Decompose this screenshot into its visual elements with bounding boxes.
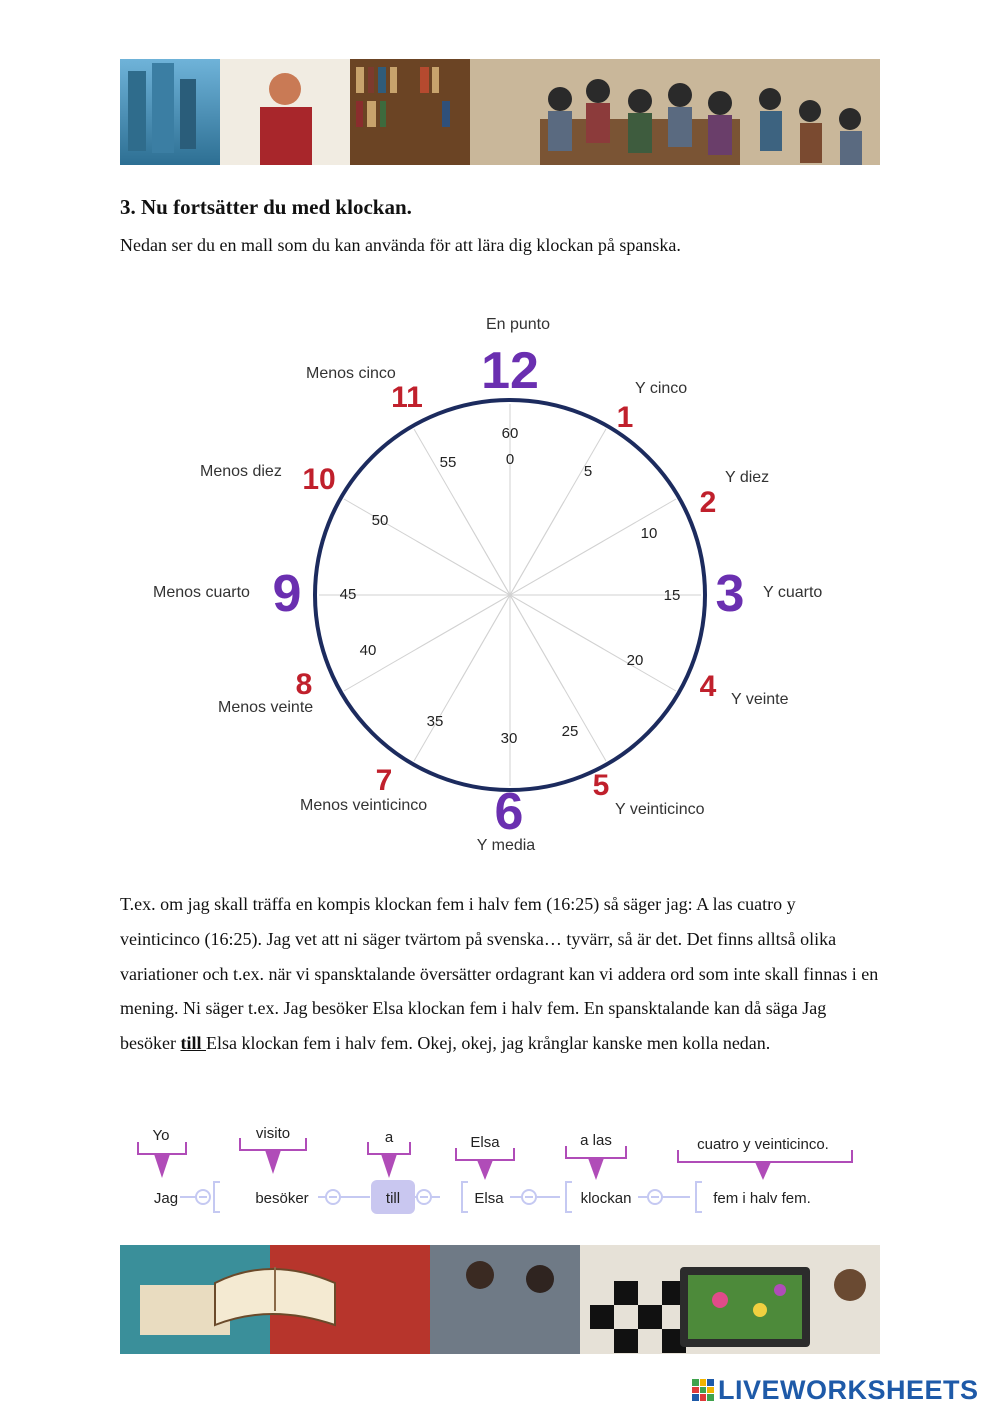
hour-7: 7 [375, 764, 393, 797]
label-y-veinticinco: Y veinticinco [615, 801, 705, 818]
label-menos-cinco: Menos cinco [306, 365, 396, 382]
sentence-translation-diagram [130, 1120, 870, 1230]
hour-11: 11 [391, 381, 423, 414]
spanish-word-5: a las [580, 1132, 612, 1149]
minute-60: 60 [501, 425, 519, 442]
label-y-cuarto: Y cuarto [763, 584, 823, 601]
explanation-text-2: Elsa klockan fem i halv fem. Okej, okej, jag krånglar kanske men kolla nedan. [205, 1033, 771, 1054]
intro-text: Nedan ser du en mall som du kan använda för att lära dig klockan på spanska. [120, 235, 681, 255]
hour-2: 2 [699, 486, 717, 519]
hour-12: 12 [481, 342, 539, 400]
minute-30: 30 [500, 730, 518, 747]
hour-4: 4 [699, 670, 717, 703]
label-y-diez: Y diez [725, 469, 770, 486]
swedish-word-4: Elsa [474, 1190, 504, 1207]
minute-40: 40 [359, 642, 377, 659]
emphasis-till: till [180, 1033, 206, 1054]
label-y-veinte: Y veinte [731, 691, 789, 708]
swedish-word-3: till [385, 1190, 401, 1207]
hour-8: 8 [295, 668, 313, 701]
swedish-word-2: besöker [255, 1190, 309, 1207]
section-heading: 3. Nu fortsätter du med klockan. [120, 195, 412, 219]
minute-25: 25 [561, 723, 579, 740]
top-banner-illustration [120, 59, 880, 165]
hour-10: 10 [302, 463, 336, 496]
spanish-word-3: a [384, 1129, 394, 1146]
minute-50: 50 [371, 512, 389, 529]
label-y-cinco: Y cinco [635, 380, 688, 397]
liveworksheets-logo-text: LIVEWORKSHEETS [718, 1374, 979, 1405]
liveworksheets-logo-icon [692, 1379, 714, 1401]
minute-15: 15 [663, 587, 681, 604]
minute-10: 10 [640, 525, 658, 542]
spanish-word-1: Yo [152, 1127, 170, 1144]
hour-1: 1 [616, 401, 634, 434]
swedish-word-1: Jag [153, 1190, 179, 1207]
swedish-word-6: fem i halv fem. [713, 1190, 811, 1207]
spanish-word-6: cuatro y veinticinco. [697, 1136, 829, 1153]
hour-3: 3 [715, 565, 745, 623]
hour-5: 5 [592, 769, 610, 802]
label-menos-cuarto: Menos cuarto [153, 584, 250, 601]
label-menos-diez: Menos diez [200, 463, 282, 480]
hour-6: 6 [494, 783, 524, 841]
swedish-word-5: klockan [580, 1190, 632, 1207]
minute-0: 0 [505, 451, 515, 468]
label-menos-veinticinco: Menos veinticinco [300, 797, 428, 814]
spanish-clock-diagram [140, 300, 860, 870]
explanation-paragraph [120, 887, 880, 1061]
bottom-banner-illustration [120, 1245, 880, 1354]
minute-45: 45 [339, 586, 357, 603]
label-menos-veinte: Menos veinte [218, 699, 314, 716]
spanish-word-4: Elsa [470, 1134, 500, 1151]
hour-9: 9 [272, 565, 302, 623]
liveworksheets-logo [692, 1374, 979, 1406]
minute-20: 20 [626, 652, 644, 669]
label-en-punto: En punto [485, 316, 551, 333]
spanish-word-2: visito [255, 1125, 291, 1142]
label-y-media: Y media [476, 837, 536, 854]
minute-55: 55 [439, 454, 457, 471]
explanation-text-1: T.ex. om jag skall träffa en kompis klockan fem i halv fem (16:25) så säger jag: A las cuatro y veinticinco (16:25). Jag vet att ni säger tvärtom på svenska… tyvärr, så är det. Det finns alltså olika variationer och t.ex. när vi spansktalande översätter ordagrant kan vi addera ord som inte skall finnas i en mening. Ni säger t.ex. Jag besöker Elsa klockan fem i halv fem. En spansktalande kan då säga Jag besöker [120, 894, 879, 1054]
minute-35: 35 [426, 713, 444, 730]
minute-5: 5 [583, 463, 593, 480]
